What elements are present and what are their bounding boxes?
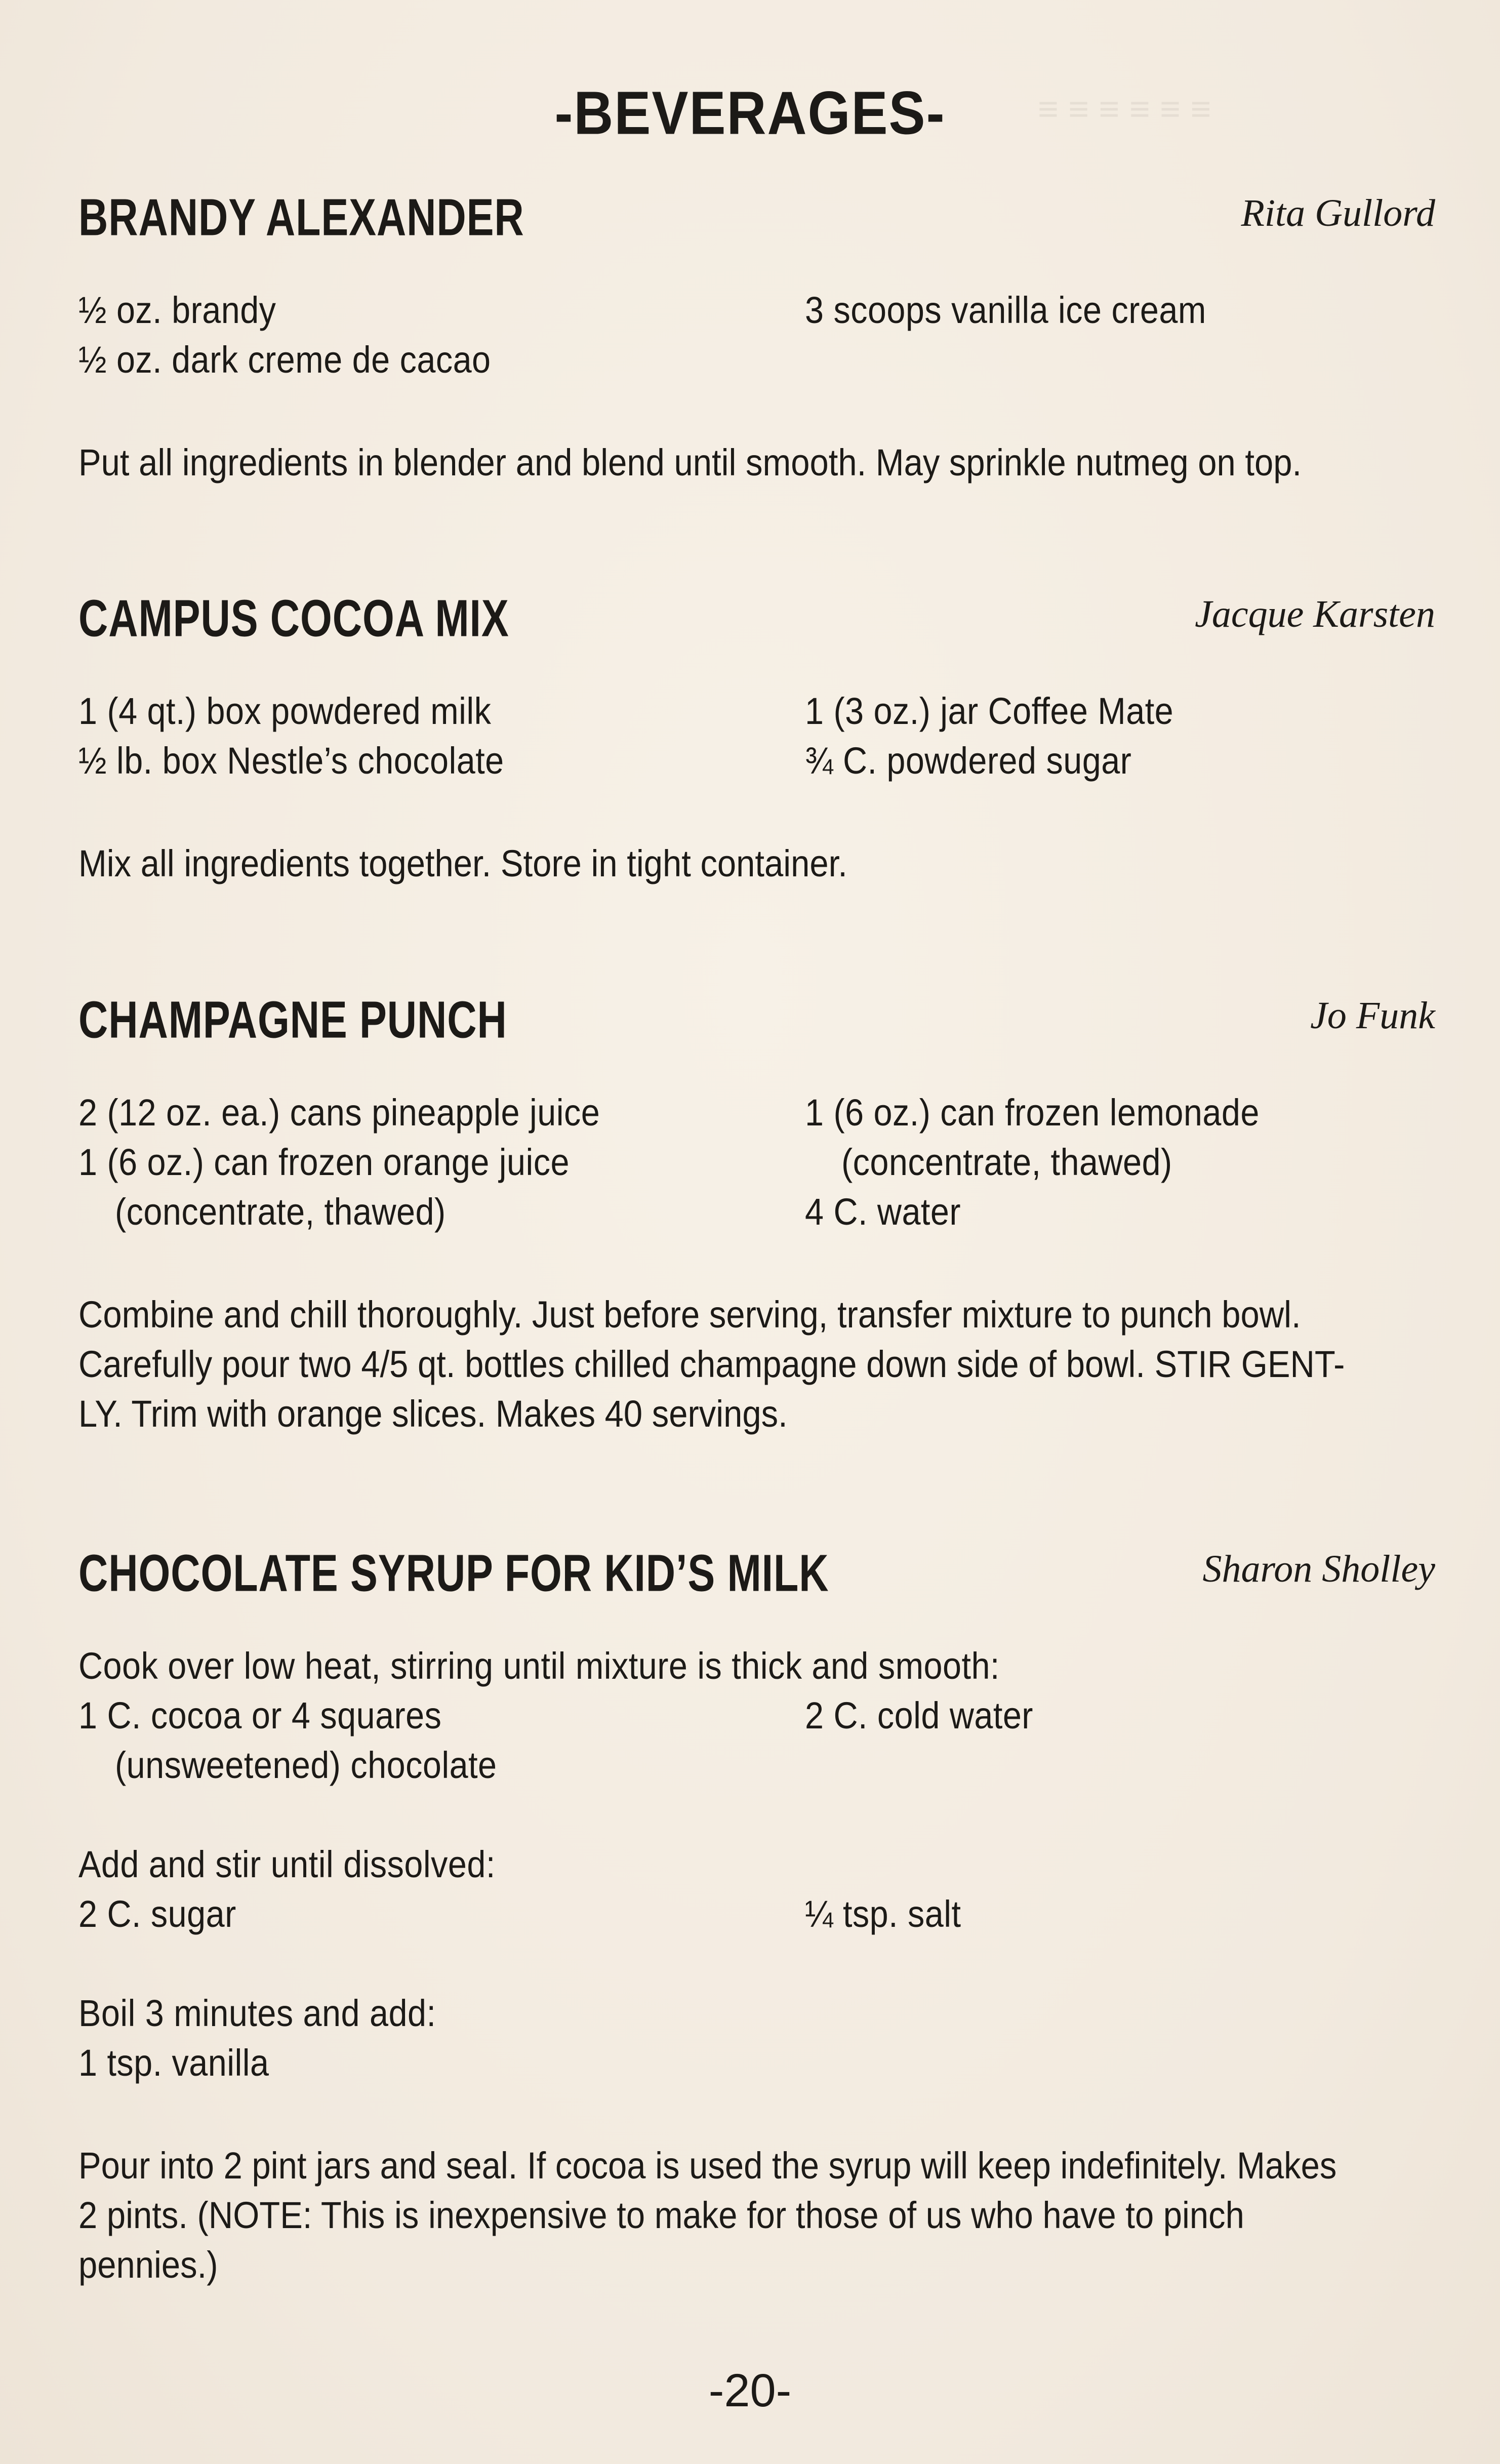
ingredient: ¾ C. powdered sugar [805, 740, 1132, 782]
recipe-contributor: Rita Gullord [1241, 192, 1435, 234]
recipe-directions-line: pennies.) [78, 2244, 218, 2286]
ingredient: 1 (6 oz.) can frozen orange juice [78, 1141, 570, 1183]
recipe-directions-line: Combine and chill thoroughly. Just before serving, transfer mixture to punch bowl. [78, 1294, 1301, 1336]
recipe-title: CHAMPAGNE PUNCH [78, 990, 507, 1049]
recipe-directions-line: 2 pints. (NOTE: This is inexpensive to make for those of us who have to pinch [78, 2194, 1244, 2236]
ingredient: 1 (4 qt.) box powdered milk [78, 690, 492, 732]
recipe-directions-line: Carefully pour two 4/5 qt. bottles chilled champagne down side of bowl. STIR GENT- [78, 1343, 1345, 1385]
recipe-step: Add and stir until dissolved: [78, 1843, 496, 1885]
ingredient-continued: (concentrate, thawed) [841, 1141, 1172, 1183]
recipe-brandy-alexander [78, 187, 1435, 491]
recipe-chocolate-syrup [78, 1543, 1435, 2303]
page-number: -20- [708, 2365, 792, 2416]
ingredient: ½ lb. box Nestle’s chocolate [78, 740, 504, 782]
recipe-contributor: Sharon Sholley [1202, 1548, 1435, 1590]
recipe-directions-line: Pour into 2 pint jars and seal. If cocoa is used the syrup will keep indefinitely. Makes [78, 2145, 1337, 2187]
ingredient: 3 scoops vanilla ice cream [805, 289, 1206, 331]
recipe-contributor: Jacque Karsten [1195, 593, 1435, 635]
recipe-title: CAMPUS COCOA MIX [78, 589, 509, 648]
ingredient: 2 C. cold water [805, 1694, 1033, 1736]
section-title: -BEVERAGES- [554, 78, 946, 147]
recipe-step: Boil 3 minutes and add: [78, 1992, 436, 2034]
ingredient: 2 (12 oz. ea.) cans pineapple juice [78, 1092, 600, 1134]
ingredient: ¼ tsp. salt [805, 1893, 961, 1935]
ingredient: ½ oz. dark creme de cacao [78, 339, 491, 381]
ingredient: 1 (3 oz.) jar Coffee Mate [805, 690, 1174, 732]
recipe-directions: Put all ingredients in blender and blend until smooth. May sprinkle nutmeg on top. [78, 441, 1302, 483]
recipe-champagne-punch [78, 990, 1435, 1445]
ingredient: ½ oz. brandy [78, 289, 276, 331]
ingredient: 1 C. cocoa or 4 squares [78, 1694, 442, 1736]
recipe-directions-line: LY. Trim with orange slices. Makes 40 servings. [78, 1393, 788, 1435]
ingredient: 1 tsp. vanilla [78, 2042, 269, 2084]
ingredient: 4 C. water [805, 1191, 961, 1233]
ingredient: 2 C. sugar [78, 1893, 236, 1935]
recipe-title: CHOCOLATE SYRUP FOR KID’S MILK [78, 1544, 829, 1602]
recipe-step: Cook over low heat, stirring until mixture is thick and smooth: [78, 1645, 1000, 1687]
recipe-campus-cocoa-mix [78, 588, 1435, 892]
ingredient-continued: (concentrate, thawed) [115, 1191, 446, 1233]
bleed-through-text: ≡ ≡ ≡ ≡ ≡ ≡ [1038, 89, 1211, 129]
ingredient-continued: (unsweetened) chocolate [115, 1744, 497, 1786]
recipe-title: BRANDY ALEXANDER [78, 188, 524, 247]
recipe-directions: Mix all ingredients together. Store in tight container. [78, 842, 847, 884]
recipe-contributor: Jo Funk [1310, 994, 1435, 1037]
ingredient: 1 (6 oz.) can frozen lemonade [805, 1092, 1260, 1134]
